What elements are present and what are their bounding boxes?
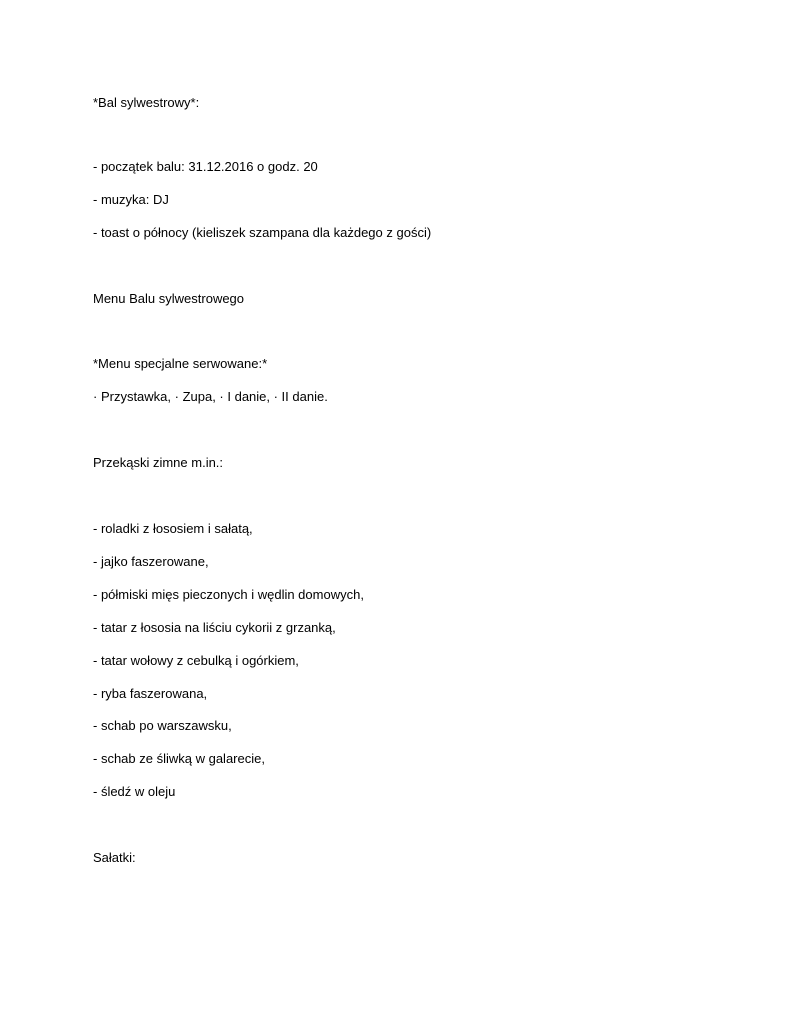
cold-snack-item: - jajko faszerowane, — [93, 554, 209, 569]
detail-start-time: - początek balu: 31.12.2016 o godz. 20 — [93, 159, 318, 174]
cold-snack-item: - schab ze śliwką w galarecie, — [93, 751, 265, 766]
cold-snack-item: - tatar wołowy z cebulką i ogórkiem, — [93, 653, 299, 668]
detail-toast: - toast o północy (kieliszek szampana dla każdego z gości) — [93, 225, 432, 240]
cold-snack-item: - schab po warszawsku, — [93, 718, 232, 733]
cold-snack-item: - śledź w oleju — [93, 784, 176, 799]
special-menu-heading: *Menu specjalne serwowane:* — [93, 356, 268, 371]
detail-music: - muzyka: DJ — [93, 192, 169, 207]
cold-snack-item: - tatar z łososia na liściu cykorii z grzanką, — [93, 620, 336, 635]
cold-snacks-heading: Przekąski zimne m.in.: — [93, 455, 224, 470]
cold-snack-item: - półmiski mięs pieczonych i wędlin domowych, — [93, 587, 364, 602]
cold-snack-item: - roladki z łososiem i sałatą, — [93, 521, 253, 536]
cold-snack-item: - ryba faszerowana, — [93, 686, 208, 701]
menu-heading: Menu Balu sylwestrowego — [93, 291, 245, 306]
salads-heading: Sałatki: — [93, 850, 136, 865]
event-title: *Bal sylwestrowy*: — [93, 95, 200, 110]
special-menu-courses: · Przystawka, · Zupa, · I danie, · II danie. — [93, 389, 328, 404]
